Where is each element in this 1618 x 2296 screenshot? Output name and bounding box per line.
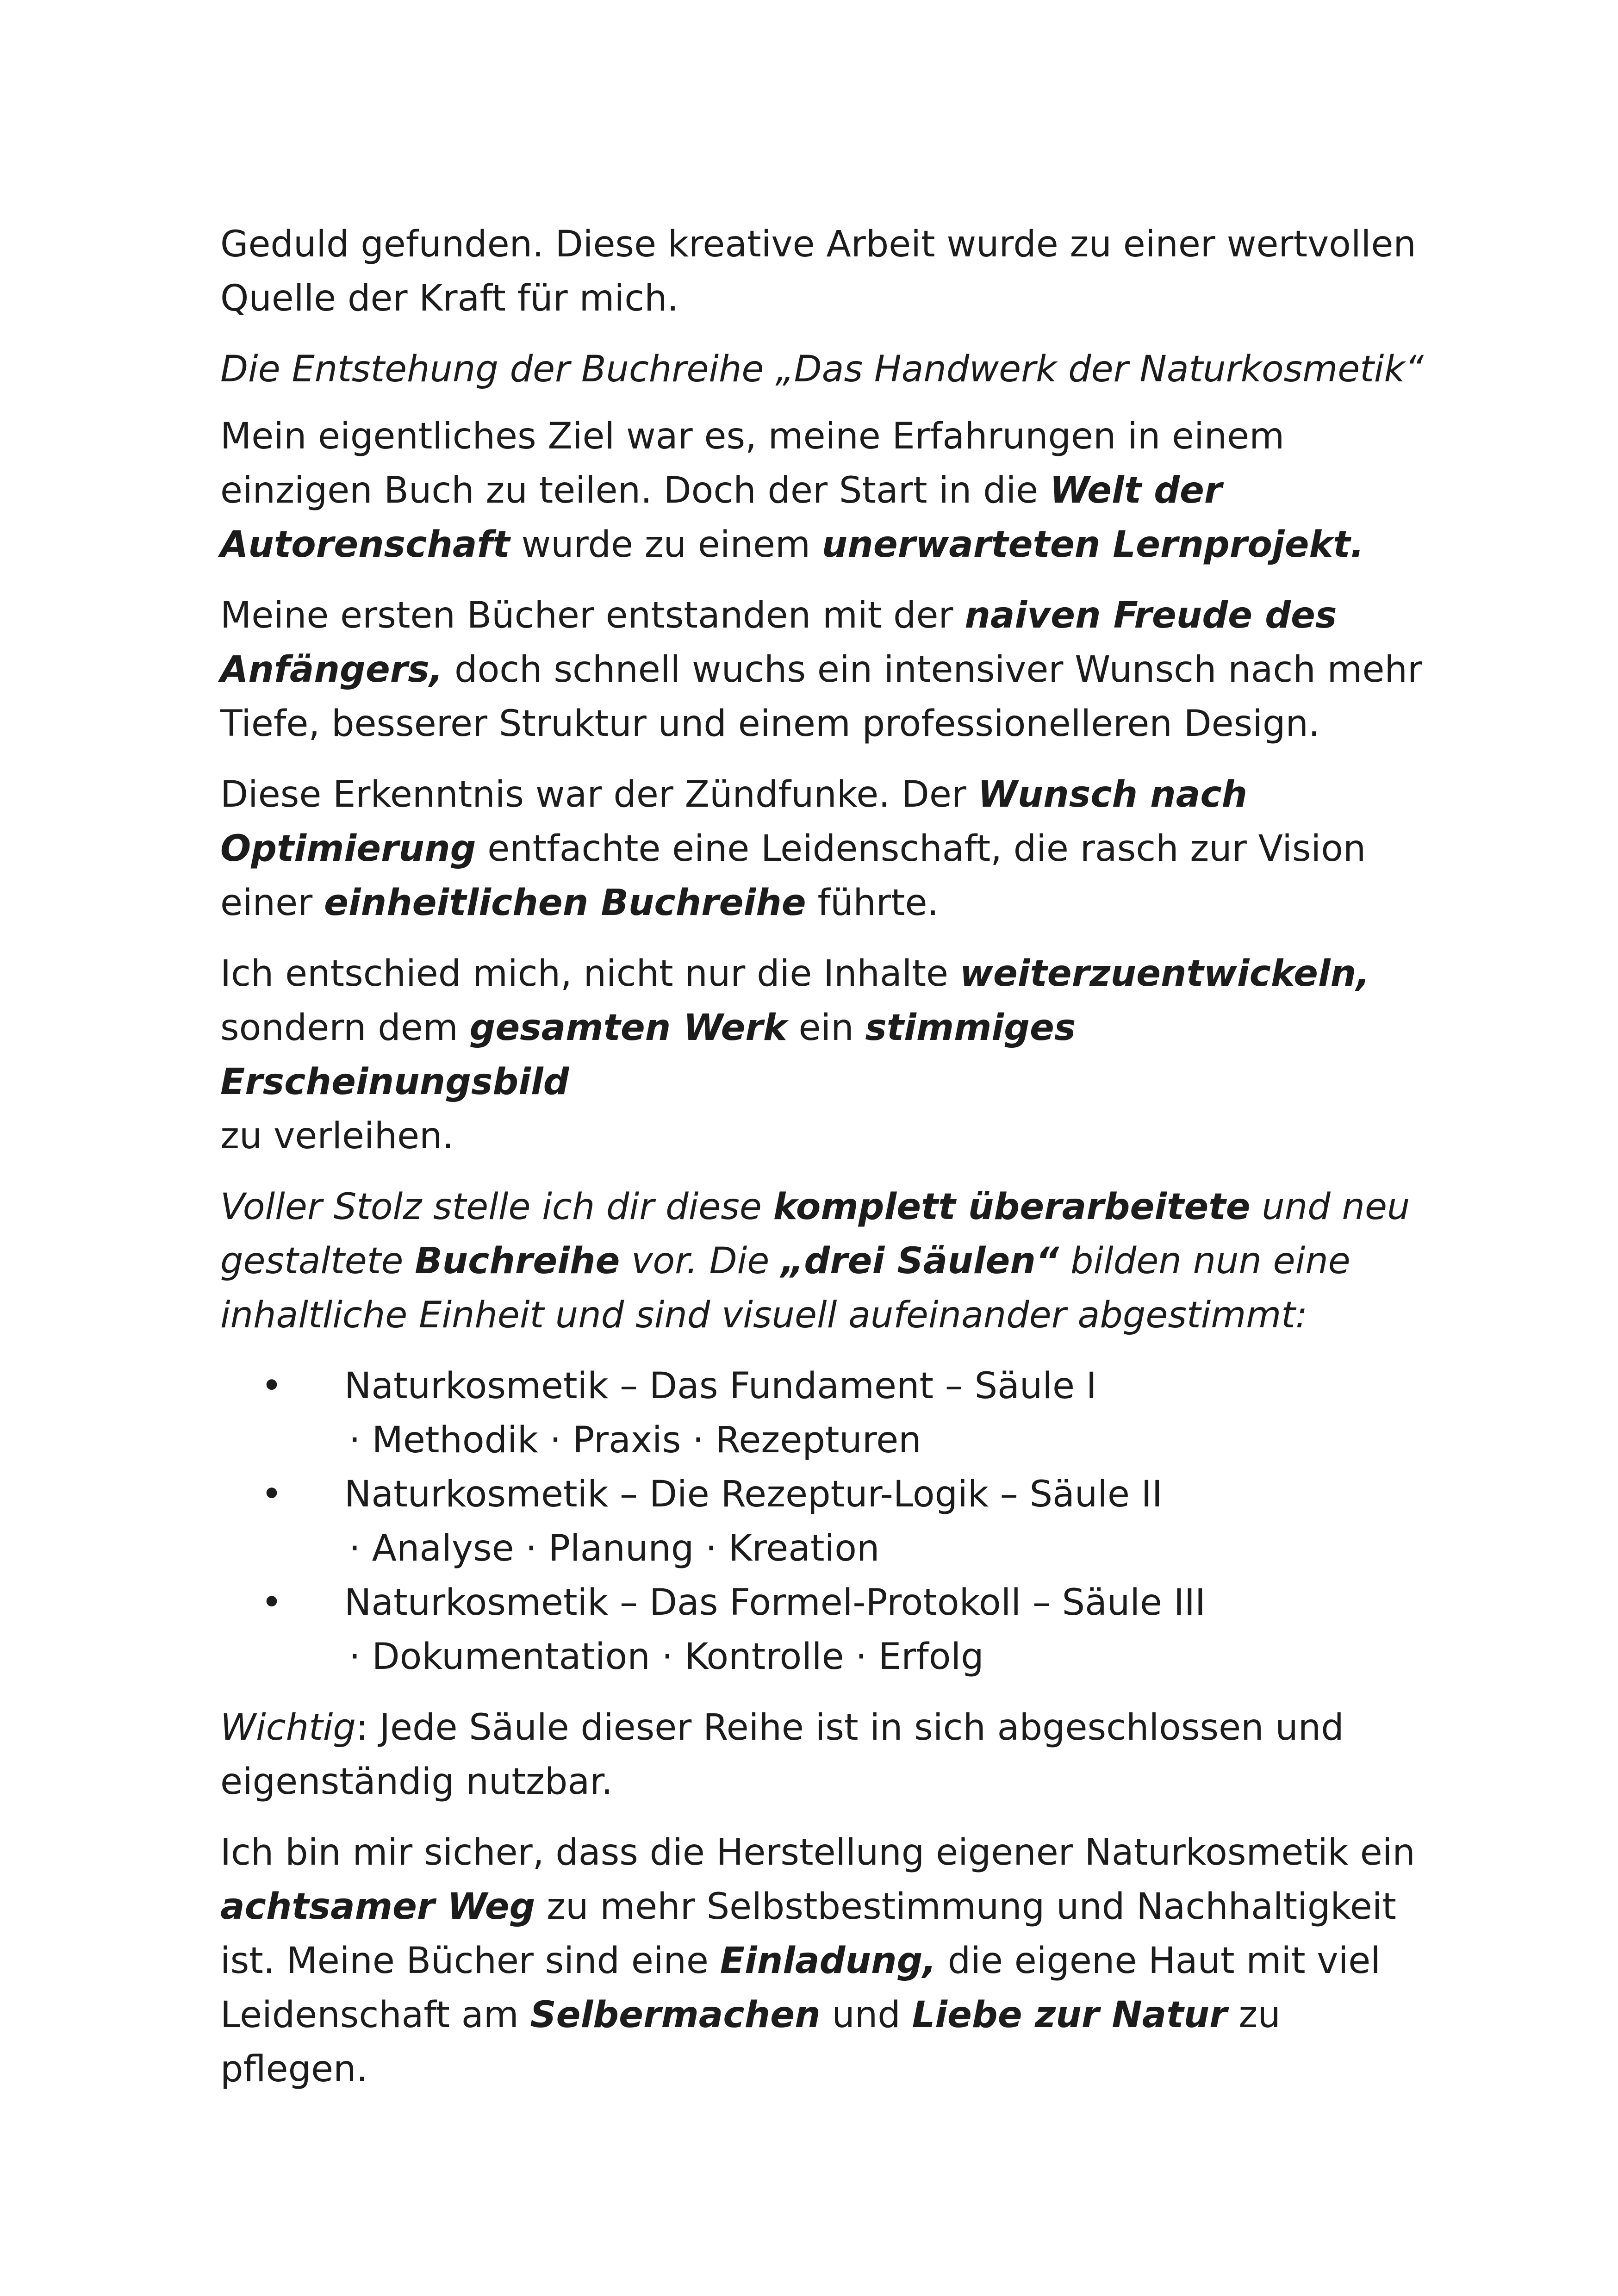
- emphasis: naiven Freude des Anfängers,: [220, 595, 1337, 691]
- text: zu pflegen.: [220, 1994, 1281, 2090]
- emphasis: Wunsch nach Optimierung: [220, 774, 1248, 870]
- text: Diese Erkenntnis war der Zündfunke. Der: [220, 774, 978, 815]
- text: und: [820, 1994, 912, 2036]
- text: Voller Stolz stelle ich dir diese: [220, 1186, 773, 1228]
- bullet: •: [261, 1474, 283, 1515]
- text: zu mehr Selbstbestimmung und Nachhaltigkeit ist. Meine Bücher sind eine: [220, 1886, 1396, 1982]
- document-page: [220, 218, 1433, 2113]
- paragraph-pride: [220, 1180, 1433, 1343]
- emphasis: gesamten Werk: [469, 1007, 787, 1049]
- paragraph-intro-line-2: Quelle der Kraft für mich.: [220, 278, 679, 319]
- paragraph-first-books: [220, 589, 1433, 751]
- book-series-list: [220, 1359, 1433, 1684]
- text: Mein eigentliches Ziel war es, meine Erfahrungen in einem einzigen Buch zu teilen. Doch der Start in die: [220, 416, 1285, 511]
- series-subtitle: · Dokumentation · Kontrolle · Erfolg: [349, 1636, 984, 1678]
- text: zu verleihen.: [220, 1115, 454, 1157]
- emphasis: „drei Säulen“: [781, 1240, 1059, 1282]
- emphasis: Buchreihe: [415, 1240, 620, 1282]
- list-item: [220, 1359, 1433, 1468]
- series-title: Naturkosmetik – Das Formel-Protokoll – Säule III: [344, 1582, 1206, 1624]
- text: sondern dem: [220, 1007, 470, 1049]
- emphasis: Welt der Autorenschaft: [220, 470, 1222, 566]
- text: doch schnell wuchs ein intensiver Wunsch nach mehr Tiefe, besserer Struktur und einem professionelleren Design.: [220, 649, 1423, 745]
- emphasis: weiterzuentwickeln,: [959, 953, 1370, 995]
- paragraph-intro: [220, 218, 1433, 326]
- paragraph-intro-line-1: Geduld gefunden. Diese kreative Arbeit wurde zu einer wertvollen: [220, 224, 1416, 265]
- emphasis: Einladung,: [720, 1940, 936, 1982]
- text: Meine ersten Bücher entstanden mit der: [220, 595, 965, 636]
- emphasis: komplett überarbeitete: [773, 1186, 1251, 1228]
- text: führte.: [806, 882, 939, 924]
- emphasis: Liebe zur Natur: [912, 1994, 1227, 2036]
- text: ein: [787, 1007, 865, 1049]
- paragraph-important: [220, 1701, 1433, 1809]
- text: Ich entschied mich, nicht nur die Inhalte: [220, 953, 960, 995]
- emphasis: stimmiges Erscheinungsbild: [220, 1007, 1076, 1103]
- emphasis: achtsamer Weg: [220, 1886, 535, 1928]
- text: bilden nun eine inhaltliche Einheit und sind visuell aufeinander abgestimmt:: [220, 1240, 1350, 1336]
- text: Ich bin mir sicher, dass die Herstellung eigener Naturkosmetik ein: [220, 1832, 1415, 1873]
- text: und neu gestaltete: [220, 1186, 1410, 1282]
- bullet: •: [261, 1582, 283, 1624]
- paragraph-goal: [220, 410, 1433, 572]
- text: : Jede Säule dieser Reihe ist in sich abgeschlossen und eigenständig nutzbar.: [220, 1707, 1344, 1803]
- bullet: •: [261, 1365, 283, 1407]
- series-title: Naturkosmetik – Die Rezeptur-Logik – Säule II: [344, 1474, 1163, 1515]
- list-item: [220, 1468, 1433, 1576]
- paragraph-closing: [220, 1826, 1433, 2097]
- emphasis: unerwarteten Lernprojekt.: [821, 524, 1364, 566]
- text: wurde zu einem: [510, 524, 822, 566]
- series-subtitle: · Methodik · Praxis · Rezepturen: [349, 1419, 921, 1461]
- series-subtitle: · Analyse · Planung · Kreation: [349, 1528, 880, 1569]
- emphasis: einheitlichen Buchreihe: [324, 882, 806, 924]
- text: vor. Die: [620, 1240, 781, 1282]
- series-title: Naturkosmetik – Das Fundament – Säule I: [344, 1365, 1097, 1407]
- paragraph-spark: [220, 768, 1433, 930]
- text: entfachte eine Leidenschaft, die rasch zur Vision einer: [220, 828, 1366, 924]
- list-item: [220, 1576, 1433, 1684]
- emphasis: Selbermachen: [530, 1994, 821, 2036]
- emphasis: Wichtig: [220, 1707, 356, 1748]
- paragraph-decision: [220, 947, 1433, 1164]
- text: die eigene Haut mit viel Leidenschaft am: [220, 1940, 1381, 2036]
- section-heading: Die Entstehung der Buchreihe „Das Handwerk der Naturkosmetik“: [220, 348, 1424, 390]
